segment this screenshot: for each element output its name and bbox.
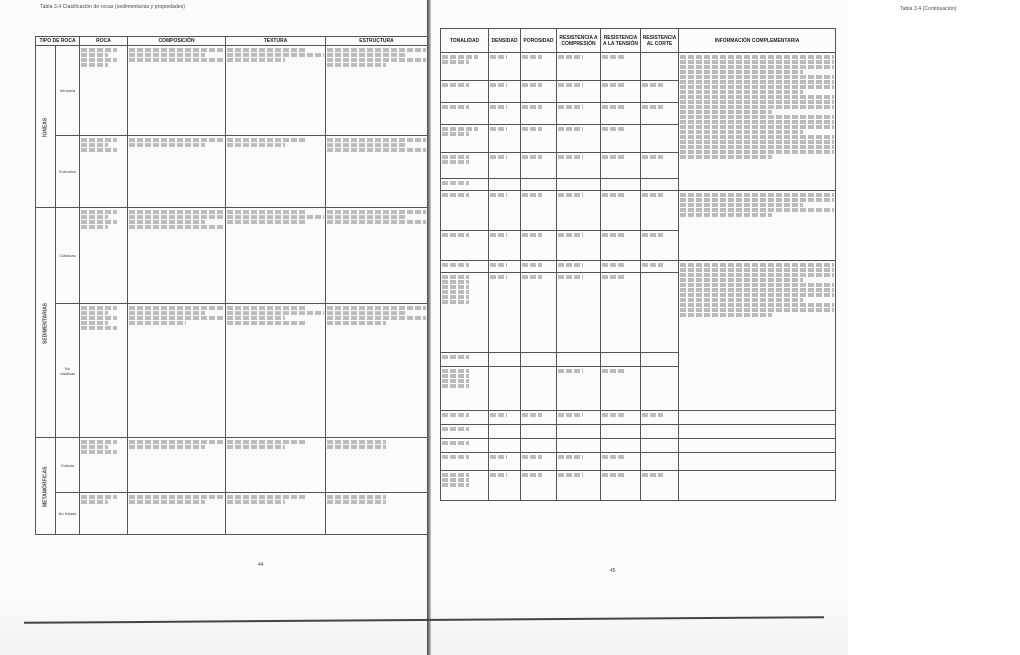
header-additional-info: INFORMACIÓN COMPLEMENTARIA bbox=[679, 29, 836, 53]
group-igneous: ÍGNEAS bbox=[36, 46, 56, 208]
header-composition: COMPOSICIÓN bbox=[128, 37, 226, 46]
table-header-row bbox=[441, 29, 836, 53]
table-row bbox=[36, 136, 428, 208]
table-row bbox=[441, 471, 836, 501]
subgroup-foliated: Foliada bbox=[56, 438, 80, 493]
table-row bbox=[441, 453, 836, 471]
rock-classification-table bbox=[35, 36, 428, 535]
table-row bbox=[441, 425, 836, 439]
table-row bbox=[441, 261, 836, 273]
table-header-row bbox=[36, 37, 428, 46]
header-tone: TONALIDAD bbox=[441, 29, 489, 53]
table-row bbox=[36, 46, 428, 136]
group-sedimentary: SEDIMENTARIAS bbox=[36, 208, 56, 438]
subgroup-extrusive: Extrusiva bbox=[56, 136, 80, 208]
table-row bbox=[36, 438, 428, 493]
table-row bbox=[441, 439, 836, 453]
header-rock-type: TIPO DE ROCA bbox=[36, 37, 80, 46]
subgroup-nonclastic: No clásticas bbox=[56, 304, 80, 438]
header-density: DENSIDAD bbox=[489, 29, 521, 53]
right-caption: Tabla 3.4 (Continuación) bbox=[900, 6, 957, 12]
table-row bbox=[36, 304, 428, 438]
page-bottom-shadow bbox=[0, 600, 848, 655]
table-row bbox=[36, 493, 428, 535]
subgroup-nonfoliated: No foliada bbox=[56, 493, 80, 535]
header-tensile-strength: RESISTENCIA A LA TENSIÓN bbox=[601, 29, 641, 53]
header-compressive-strength: RESISTENCIA A COMPRESIÓN bbox=[557, 29, 601, 53]
header-structure: ESTRUCTURA bbox=[326, 37, 428, 46]
table-row bbox=[441, 411, 836, 425]
header-rock: ROCA bbox=[80, 37, 128, 46]
rock-properties-table bbox=[440, 28, 836, 501]
group-metamorphic: METAMÓRFICAS bbox=[36, 438, 56, 535]
header-shear-strength: RESISTENCIA AL CORTE bbox=[641, 29, 679, 53]
table-row bbox=[36, 208, 428, 304]
left-page bbox=[0, 0, 427, 655]
table-row bbox=[441, 191, 836, 231]
left-page-number: 44 bbox=[258, 562, 264, 568]
table-row bbox=[441, 53, 836, 81]
header-porosity: POROSIDAD bbox=[521, 29, 557, 53]
subgroup-clastic: Clásticas bbox=[56, 208, 80, 304]
left-caption: Tabla 3.4 Clasificación de rocas (sedimentarias y propiedades) bbox=[40, 4, 186, 10]
right-page-number: 45 bbox=[610, 568, 616, 574]
subgroup-intrusive: Intrusiva bbox=[56, 46, 80, 136]
header-texture: TEXTURA bbox=[226, 37, 326, 46]
